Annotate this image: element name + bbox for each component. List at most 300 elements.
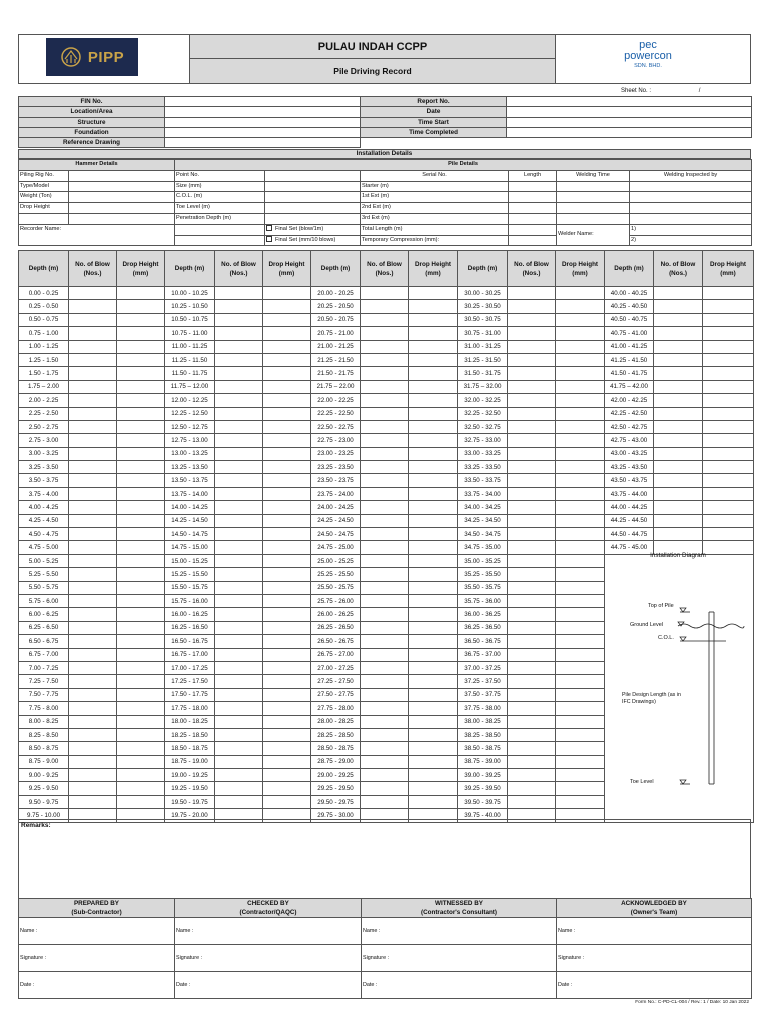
hammer-value[interactable] bbox=[69, 192, 175, 203]
drop-height-cell[interactable] bbox=[263, 715, 311, 728]
recorder-name-cell[interactable] bbox=[19, 224, 175, 246]
blow-count-cell[interactable] bbox=[361, 394, 409, 407]
blow-count-cell[interactable] bbox=[508, 742, 556, 755]
blow-count-cell[interactable] bbox=[361, 487, 409, 500]
blow-count-cell[interactable] bbox=[69, 635, 117, 648]
drop-height-cell[interactable] bbox=[409, 434, 458, 447]
drop-height-cell[interactable] bbox=[409, 461, 458, 474]
drop-height-cell[interactable] bbox=[117, 541, 165, 554]
drop-height-cell[interactable] bbox=[263, 621, 311, 634]
blow-count-cell[interactable] bbox=[215, 340, 263, 353]
drop-height-cell[interactable] bbox=[263, 300, 311, 313]
drop-height-cell[interactable] bbox=[703, 514, 754, 527]
blow-count-cell[interactable] bbox=[361, 474, 409, 487]
drop-height-cell[interactable] bbox=[117, 648, 165, 661]
drop-height-cell[interactable] bbox=[409, 447, 458, 460]
blow-count-cell[interactable] bbox=[654, 420, 703, 433]
drop-height-cell[interactable] bbox=[409, 554, 458, 567]
drop-height-cell[interactable] bbox=[263, 702, 311, 715]
drop-height-cell[interactable] bbox=[703, 287, 754, 300]
drop-height-cell[interactable] bbox=[263, 795, 311, 808]
welding-time-value[interactable] bbox=[557, 181, 630, 192]
blow-count-cell[interactable] bbox=[69, 313, 117, 326]
blow-count-cell[interactable] bbox=[69, 568, 117, 581]
blow-count-cell[interactable] bbox=[215, 487, 263, 500]
drop-height-cell[interactable] bbox=[409, 594, 458, 607]
drop-height-cell[interactable] bbox=[556, 795, 605, 808]
blow-count-cell[interactable] bbox=[69, 434, 117, 447]
drop-height-cell[interactable] bbox=[703, 313, 754, 326]
blow-count-cell[interactable] bbox=[215, 795, 263, 808]
welding-time-value[interactable] bbox=[557, 203, 630, 214]
drop-height-cell[interactable] bbox=[263, 635, 311, 648]
drop-height-cell[interactable] bbox=[117, 795, 165, 808]
blow-count-cell[interactable] bbox=[508, 621, 556, 634]
blow-count-cell[interactable] bbox=[508, 568, 556, 581]
blow-count-cell[interactable] bbox=[215, 675, 263, 688]
drop-height-cell[interactable] bbox=[263, 313, 311, 326]
drop-height-cell[interactable] bbox=[409, 340, 458, 353]
blow-count-cell[interactable] bbox=[69, 501, 117, 514]
welder-1[interactable]: 1) bbox=[630, 224, 752, 235]
drop-height-cell[interactable] bbox=[409, 367, 458, 380]
drop-height-cell[interactable] bbox=[117, 514, 165, 527]
blow-count-cell[interactable] bbox=[215, 501, 263, 514]
drop-height-cell[interactable] bbox=[117, 608, 165, 621]
blow-count-cell[interactable] bbox=[215, 353, 263, 366]
blow-count-cell[interactable] bbox=[361, 554, 409, 567]
blow-count-cell[interactable] bbox=[69, 300, 117, 313]
blow-count-cell[interactable] bbox=[654, 447, 703, 460]
blow-count-cell[interactable] bbox=[69, 514, 117, 527]
blow-count-cell[interactable] bbox=[215, 300, 263, 313]
length-value[interactable] bbox=[509, 192, 557, 203]
drop-height-cell[interactable] bbox=[263, 594, 311, 607]
blow-count-cell[interactable] bbox=[361, 715, 409, 728]
blow-count-cell[interactable] bbox=[361, 782, 409, 795]
blow-count-cell[interactable] bbox=[215, 434, 263, 447]
blow-count-cell[interactable] bbox=[69, 621, 117, 634]
blow-count-cell[interactable] bbox=[361, 528, 409, 541]
signature-field[interactable]: Signature : bbox=[362, 945, 557, 972]
ref-drawing-value[interactable] bbox=[165, 138, 361, 148]
name-field[interactable]: Name : bbox=[19, 918, 175, 945]
blow-count-cell[interactable] bbox=[361, 742, 409, 755]
blow-count-cell[interactable] bbox=[361, 541, 409, 554]
blow-count-cell[interactable] bbox=[69, 394, 117, 407]
drop-height-cell[interactable] bbox=[556, 608, 605, 621]
blow-count-cell[interactable] bbox=[654, 313, 703, 326]
blow-count-cell[interactable] bbox=[215, 528, 263, 541]
blow-count-cell[interactable] bbox=[215, 554, 263, 567]
blow-count-cell[interactable] bbox=[361, 367, 409, 380]
drop-height-cell[interactable] bbox=[409, 661, 458, 674]
drop-height-cell[interactable] bbox=[409, 541, 458, 554]
blow-count-cell[interactable] bbox=[508, 434, 556, 447]
drop-height-cell[interactable] bbox=[263, 327, 311, 340]
blow-count-cell[interactable] bbox=[654, 287, 703, 300]
blow-count-cell[interactable] bbox=[215, 380, 263, 393]
blow-count-cell[interactable] bbox=[508, 287, 556, 300]
drop-height-cell[interactable] bbox=[409, 300, 458, 313]
drop-height-cell[interactable] bbox=[117, 581, 165, 594]
pile-value[interactable] bbox=[265, 203, 361, 214]
date-field[interactable]: Date : bbox=[557, 972, 752, 999]
drop-height-cell[interactable] bbox=[556, 715, 605, 728]
drop-height-cell[interactable] bbox=[263, 501, 311, 514]
drop-height-cell[interactable] bbox=[556, 541, 605, 554]
signature-field[interactable]: Signature : bbox=[557, 945, 752, 972]
drop-height-cell[interactable] bbox=[556, 367, 605, 380]
drop-height-cell[interactable] bbox=[703, 380, 754, 393]
drop-height-cell[interactable] bbox=[409, 755, 458, 768]
drop-height-cell[interactable] bbox=[263, 487, 311, 500]
blow-count-cell[interactable] bbox=[215, 461, 263, 474]
drop-height-cell[interactable] bbox=[703, 300, 754, 313]
blow-count-cell[interactable] bbox=[654, 434, 703, 447]
blow-count-cell[interactable] bbox=[69, 353, 117, 366]
blow-count-cell[interactable] bbox=[654, 487, 703, 500]
drop-height-cell[interactable] bbox=[556, 528, 605, 541]
drop-height-cell[interactable] bbox=[117, 447, 165, 460]
blow-count-cell[interactable] bbox=[215, 702, 263, 715]
drop-height-cell[interactable] bbox=[263, 434, 311, 447]
blow-count-cell[interactable] bbox=[508, 728, 556, 741]
blow-count-cell[interactable] bbox=[215, 621, 263, 634]
drop-height-cell[interactable] bbox=[409, 621, 458, 634]
blow-count-cell[interactable] bbox=[508, 367, 556, 380]
drop-height-cell[interactable] bbox=[703, 528, 754, 541]
length-value[interactable] bbox=[509, 203, 557, 214]
welding-inspected-value[interactable] bbox=[630, 192, 752, 203]
blow-count-cell[interactable] bbox=[508, 487, 556, 500]
drop-height-cell[interactable] bbox=[409, 568, 458, 581]
blow-count-cell[interactable] bbox=[361, 407, 409, 420]
welder-2[interactable]: 2) bbox=[630, 235, 752, 246]
drop-height-cell[interactable] bbox=[117, 688, 165, 701]
drop-height-cell[interactable] bbox=[409, 608, 458, 621]
blow-count-cell[interactable] bbox=[361, 755, 409, 768]
drop-height-cell[interactable] bbox=[263, 367, 311, 380]
blow-count-cell[interactable] bbox=[361, 688, 409, 701]
blow-count-cell[interactable] bbox=[361, 340, 409, 353]
drop-height-cell[interactable] bbox=[556, 661, 605, 674]
drop-height-cell[interactable] bbox=[409, 287, 458, 300]
drop-height-cell[interactable] bbox=[117, 380, 165, 393]
blow-count-cell[interactable] bbox=[508, 608, 556, 621]
blow-count-cell[interactable] bbox=[654, 514, 703, 527]
blow-count-cell[interactable] bbox=[361, 702, 409, 715]
pile-value[interactable] bbox=[265, 192, 361, 203]
blow-count-cell[interactable] bbox=[215, 407, 263, 420]
drop-height-cell[interactable] bbox=[703, 367, 754, 380]
welding-time-value[interactable] bbox=[557, 213, 630, 224]
drop-height-cell[interactable] bbox=[409, 313, 458, 326]
drop-height-cell[interactable] bbox=[703, 474, 754, 487]
blow-count-cell[interactable] bbox=[654, 528, 703, 541]
drop-height-cell[interactable] bbox=[117, 501, 165, 514]
blow-count-cell[interactable] bbox=[508, 528, 556, 541]
length-value[interactable] bbox=[509, 213, 557, 224]
blow-count-cell[interactable] bbox=[508, 327, 556, 340]
blow-count-cell[interactable] bbox=[361, 327, 409, 340]
drop-height-cell[interactable] bbox=[117, 340, 165, 353]
blow-count-cell[interactable] bbox=[508, 702, 556, 715]
final-set-2-cell[interactable] bbox=[265, 235, 361, 246]
length-value[interactable] bbox=[509, 181, 557, 192]
drop-height-cell[interactable] bbox=[117, 702, 165, 715]
blow-count-cell[interactable] bbox=[69, 327, 117, 340]
blow-count-cell[interactable] bbox=[215, 715, 263, 728]
drop-height-cell[interactable] bbox=[263, 541, 311, 554]
drop-height-cell[interactable] bbox=[703, 447, 754, 460]
blow-count-cell[interactable] bbox=[508, 675, 556, 688]
drop-height-cell[interactable] bbox=[703, 353, 754, 366]
blow-count-cell[interactable] bbox=[69, 367, 117, 380]
blow-count-cell[interactable] bbox=[69, 742, 117, 755]
blow-count-cell[interactable] bbox=[215, 394, 263, 407]
drop-height-cell[interactable] bbox=[117, 594, 165, 607]
drop-height-cell[interactable] bbox=[703, 501, 754, 514]
blow-count-cell[interactable] bbox=[654, 353, 703, 366]
blow-count-cell[interactable] bbox=[69, 407, 117, 420]
drop-height-cell[interactable] bbox=[556, 487, 605, 500]
blow-count-cell[interactable] bbox=[361, 300, 409, 313]
blow-count-cell[interactable] bbox=[215, 367, 263, 380]
blow-count-cell[interactable] bbox=[361, 501, 409, 514]
drop-height-cell[interactable] bbox=[703, 434, 754, 447]
drop-height-cell[interactable] bbox=[409, 514, 458, 527]
drop-height-cell[interactable] bbox=[263, 461, 311, 474]
date-field[interactable]: Date : bbox=[362, 972, 557, 999]
blow-count-cell[interactable] bbox=[654, 461, 703, 474]
drop-height-cell[interactable] bbox=[117, 353, 165, 366]
blow-count-cell[interactable] bbox=[215, 769, 263, 782]
welding-time-value[interactable] bbox=[557, 192, 630, 203]
drop-height-cell[interactable] bbox=[556, 287, 605, 300]
blow-count-cell[interactable] bbox=[215, 688, 263, 701]
drop-height-cell[interactable] bbox=[703, 327, 754, 340]
length-value[interactable] bbox=[509, 224, 557, 235]
blow-count-cell[interactable] bbox=[508, 380, 556, 393]
blow-count-cell[interactable] bbox=[508, 715, 556, 728]
welding-inspected-value[interactable] bbox=[630, 213, 752, 224]
drop-height-cell[interactable] bbox=[117, 621, 165, 634]
drop-height-cell[interactable] bbox=[263, 608, 311, 621]
drop-height-cell[interactable] bbox=[556, 394, 605, 407]
drop-height-cell[interactable] bbox=[263, 661, 311, 674]
drop-height-cell[interactable] bbox=[117, 420, 165, 433]
report-no-value[interactable] bbox=[507, 97, 752, 107]
drop-height-cell[interactable] bbox=[409, 487, 458, 500]
drop-height-cell[interactable] bbox=[263, 782, 311, 795]
time-completed-value[interactable] bbox=[507, 127, 752, 137]
blow-count-cell[interactable] bbox=[215, 313, 263, 326]
blow-count-cell[interactable] bbox=[69, 474, 117, 487]
blow-count-cell[interactable] bbox=[361, 675, 409, 688]
drop-height-cell[interactable] bbox=[556, 554, 605, 567]
blow-count-cell[interactable] bbox=[508, 474, 556, 487]
drop-height-cell[interactable] bbox=[409, 742, 458, 755]
drop-height-cell[interactable] bbox=[263, 407, 311, 420]
name-field[interactable]: Name : bbox=[362, 918, 557, 945]
blow-count-cell[interactable] bbox=[69, 648, 117, 661]
drop-height-cell[interactable] bbox=[409, 380, 458, 393]
drop-height-cell[interactable] bbox=[263, 675, 311, 688]
blow-count-cell[interactable] bbox=[69, 541, 117, 554]
blow-count-cell[interactable] bbox=[69, 675, 117, 688]
drop-height-cell[interactable] bbox=[556, 769, 605, 782]
drop-height-cell[interactable] bbox=[263, 420, 311, 433]
blow-count-cell[interactable] bbox=[69, 420, 117, 433]
drop-height-cell[interactable] bbox=[117, 434, 165, 447]
drop-height-cell[interactable] bbox=[556, 581, 605, 594]
blow-count-cell[interactable] bbox=[69, 702, 117, 715]
drop-height-cell[interactable] bbox=[263, 528, 311, 541]
drop-height-cell[interactable] bbox=[556, 728, 605, 741]
drop-height-cell[interactable] bbox=[263, 728, 311, 741]
drop-height-cell[interactable] bbox=[117, 313, 165, 326]
drop-height-cell[interactable] bbox=[263, 340, 311, 353]
blow-count-cell[interactable] bbox=[654, 327, 703, 340]
blow-count-cell[interactable] bbox=[508, 407, 556, 420]
hammer-value[interactable] bbox=[69, 170, 175, 181]
drop-height-cell[interactable] bbox=[409, 528, 458, 541]
blow-count-cell[interactable] bbox=[69, 769, 117, 782]
drop-height-cell[interactable] bbox=[556, 621, 605, 634]
drop-height-cell[interactable] bbox=[556, 407, 605, 420]
drop-height-cell[interactable] bbox=[117, 728, 165, 741]
blow-count-cell[interactable] bbox=[508, 420, 556, 433]
blow-count-cell[interactable] bbox=[69, 581, 117, 594]
blow-count-cell[interactable] bbox=[654, 501, 703, 514]
blow-count-cell[interactable] bbox=[69, 287, 117, 300]
drop-height-cell[interactable] bbox=[556, 568, 605, 581]
drop-height-cell[interactable] bbox=[263, 554, 311, 567]
blow-count-cell[interactable] bbox=[215, 327, 263, 340]
blow-count-cell[interactable] bbox=[215, 287, 263, 300]
fin-no-value[interactable] bbox=[165, 97, 361, 107]
hammer-value[interactable] bbox=[69, 203, 175, 214]
blow-count-cell[interactable] bbox=[508, 461, 556, 474]
drop-height-cell[interactable] bbox=[556, 514, 605, 527]
drop-height-cell[interactable] bbox=[409, 715, 458, 728]
blow-count-cell[interactable] bbox=[654, 394, 703, 407]
blow-count-cell[interactable] bbox=[361, 795, 409, 808]
pile-value[interactable] bbox=[265, 170, 361, 181]
drop-height-cell[interactable] bbox=[263, 447, 311, 460]
blow-count-cell[interactable] bbox=[508, 300, 556, 313]
drop-height-cell[interactable] bbox=[409, 407, 458, 420]
drop-height-cell[interactable] bbox=[263, 688, 311, 701]
blow-count-cell[interactable] bbox=[654, 474, 703, 487]
blow-count-cell[interactable] bbox=[69, 380, 117, 393]
blow-count-cell[interactable] bbox=[69, 554, 117, 567]
signature-field[interactable]: Signature : bbox=[175, 945, 362, 972]
blow-count-cell[interactable] bbox=[215, 594, 263, 607]
drop-height-cell[interactable] bbox=[556, 327, 605, 340]
blow-count-cell[interactable] bbox=[508, 501, 556, 514]
blow-count-cell[interactable] bbox=[361, 380, 409, 393]
drop-height-cell[interactable] bbox=[556, 313, 605, 326]
blow-count-cell[interactable] bbox=[508, 755, 556, 768]
blow-count-cell[interactable] bbox=[69, 340, 117, 353]
blow-count-cell[interactable] bbox=[508, 795, 556, 808]
blow-count-cell[interactable] bbox=[69, 594, 117, 607]
blow-count-cell[interactable] bbox=[508, 353, 556, 366]
time-start-value[interactable] bbox=[507, 117, 752, 127]
drop-height-cell[interactable] bbox=[263, 769, 311, 782]
drop-height-cell[interactable] bbox=[117, 661, 165, 674]
blow-count-cell[interactable] bbox=[69, 715, 117, 728]
blow-count-cell[interactable] bbox=[508, 340, 556, 353]
blow-count-cell[interactable] bbox=[508, 514, 556, 527]
drop-height-cell[interactable] bbox=[263, 648, 311, 661]
drop-height-cell[interactable] bbox=[409, 394, 458, 407]
welding-inspected-value[interactable] bbox=[630, 181, 752, 192]
drop-height-cell[interactable] bbox=[117, 287, 165, 300]
drop-height-cell[interactable] bbox=[117, 367, 165, 380]
drop-height-cell[interactable] bbox=[117, 394, 165, 407]
blow-count-cell[interactable] bbox=[69, 461, 117, 474]
blow-count-cell[interactable] bbox=[215, 420, 263, 433]
blow-count-cell[interactable] bbox=[69, 728, 117, 741]
blow-count-cell[interactable] bbox=[215, 474, 263, 487]
blow-count-cell[interactable] bbox=[215, 755, 263, 768]
drop-height-cell[interactable] bbox=[409, 702, 458, 715]
drop-height-cell[interactable] bbox=[556, 635, 605, 648]
drop-height-cell[interactable] bbox=[117, 300, 165, 313]
blow-count-cell[interactable] bbox=[69, 688, 117, 701]
blow-count-cell[interactable] bbox=[69, 795, 117, 808]
drop-height-cell[interactable] bbox=[263, 394, 311, 407]
blow-count-cell[interactable] bbox=[69, 528, 117, 541]
drop-height-cell[interactable] bbox=[556, 353, 605, 366]
drop-height-cell[interactable] bbox=[556, 501, 605, 514]
drop-height-cell[interactable] bbox=[117, 461, 165, 474]
drop-height-cell[interactable] bbox=[117, 407, 165, 420]
blow-count-cell[interactable] bbox=[508, 581, 556, 594]
date-value[interactable] bbox=[507, 107, 752, 117]
blow-count-cell[interactable] bbox=[361, 420, 409, 433]
blow-count-cell[interactable] bbox=[361, 581, 409, 594]
drop-height-cell[interactable] bbox=[409, 581, 458, 594]
structure-value[interactable] bbox=[165, 117, 361, 127]
drop-height-cell[interactable] bbox=[703, 487, 754, 500]
drop-height-cell[interactable] bbox=[556, 340, 605, 353]
blow-count-cell[interactable] bbox=[361, 661, 409, 674]
final-set-1-checkbox[interactable] bbox=[266, 225, 272, 231]
drop-height-cell[interactable] bbox=[263, 380, 311, 393]
blow-count-cell[interactable] bbox=[654, 340, 703, 353]
length-value[interactable] bbox=[509, 235, 557, 246]
blow-count-cell[interactable] bbox=[361, 287, 409, 300]
drop-height-cell[interactable] bbox=[409, 648, 458, 661]
hammer-value[interactable] bbox=[69, 181, 175, 192]
blow-count-cell[interactable] bbox=[654, 407, 703, 420]
drop-height-cell[interactable] bbox=[556, 675, 605, 688]
blow-count-cell[interactable] bbox=[654, 367, 703, 380]
blow-count-cell[interactable] bbox=[508, 594, 556, 607]
blow-count-cell[interactable] bbox=[361, 608, 409, 621]
blow-count-cell[interactable] bbox=[508, 635, 556, 648]
drop-height-cell[interactable] bbox=[556, 594, 605, 607]
drop-height-cell[interactable] bbox=[263, 742, 311, 755]
blow-count-cell[interactable] bbox=[361, 594, 409, 607]
blow-count-cell[interactable] bbox=[361, 461, 409, 474]
drop-height-cell[interactable] bbox=[263, 287, 311, 300]
blow-count-cell[interactable] bbox=[508, 313, 556, 326]
